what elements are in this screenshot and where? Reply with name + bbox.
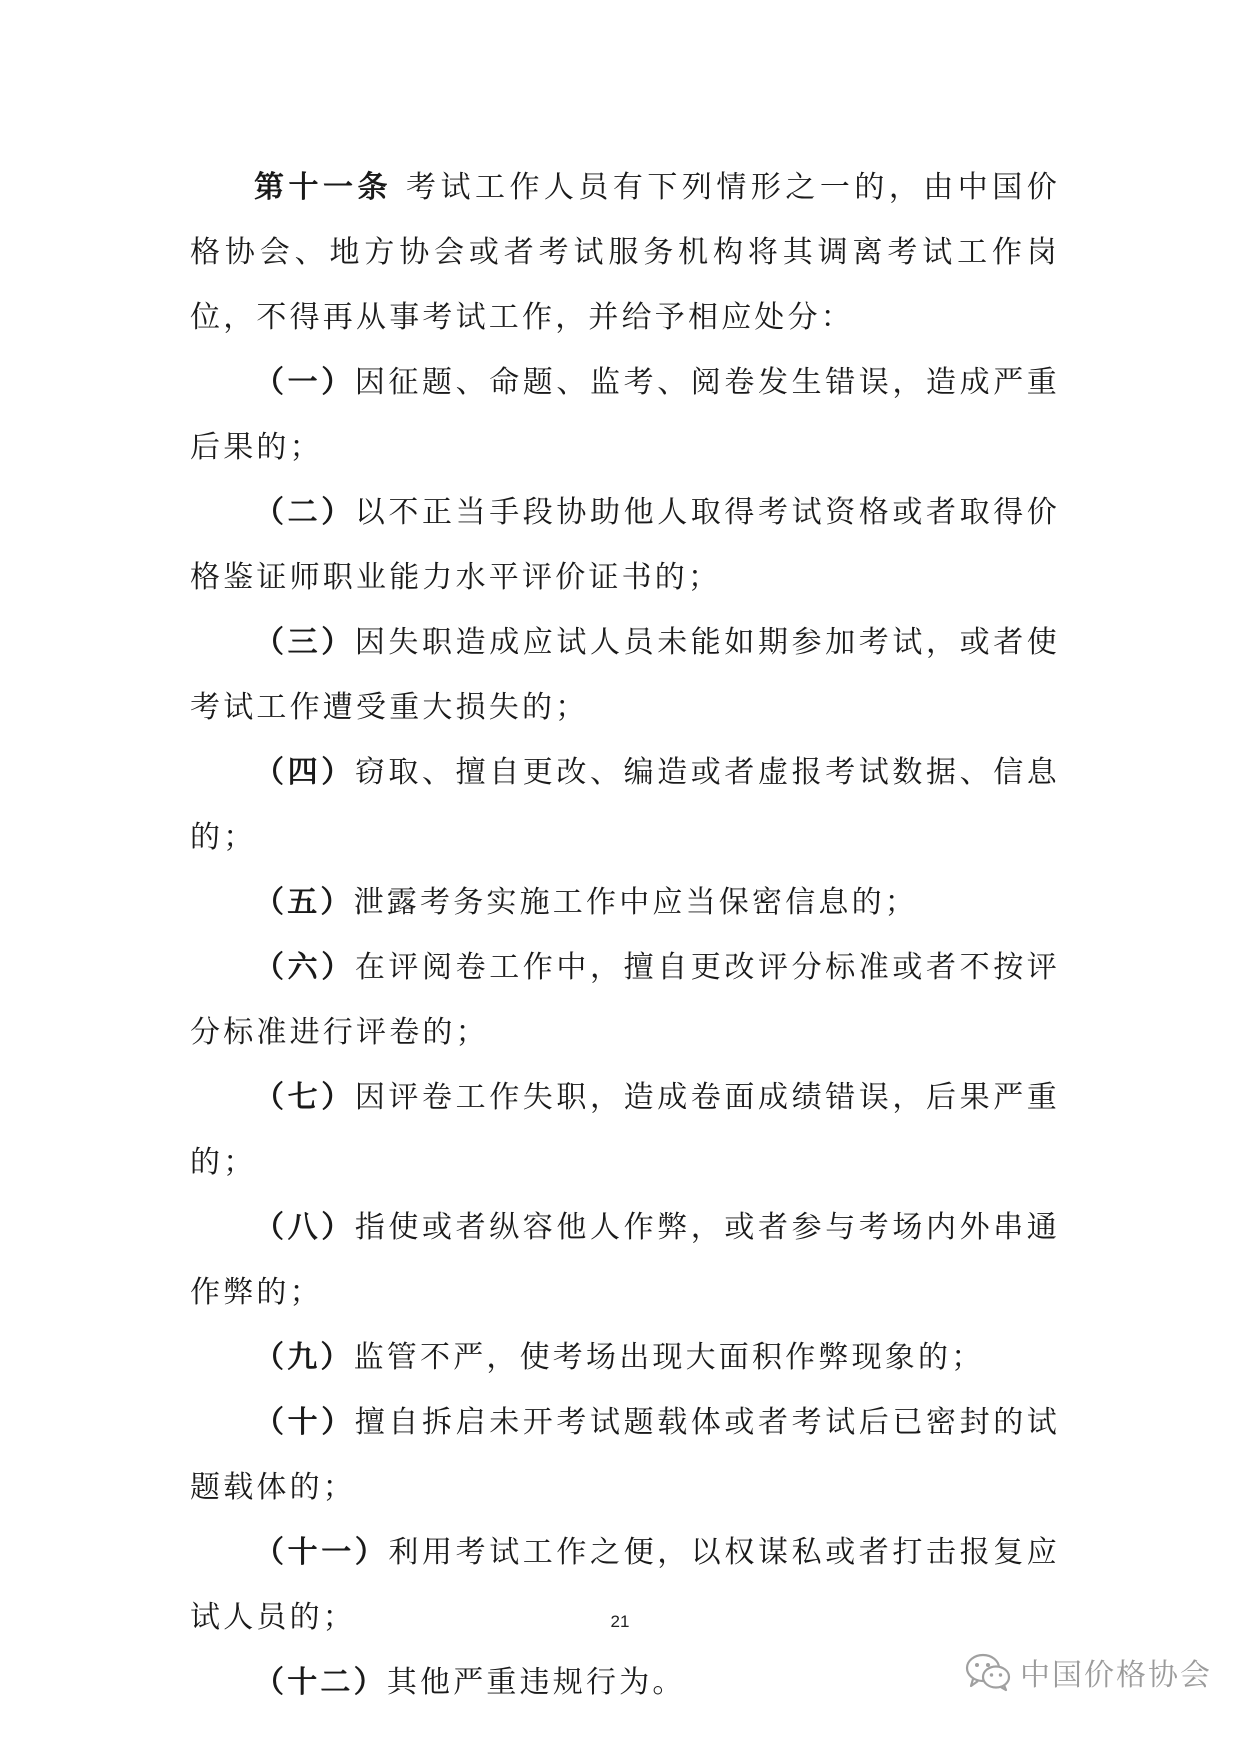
- item-number: （七）: [254, 1080, 355, 1115]
- article-intro: 考试工作人员有下列情形之一的，由中国价格协会、地方协会或者考试服务机构将其调离考试工作岗位，不得再从事考试工作，并给予相应处分：: [190, 170, 1060, 335]
- item-number: （四）: [254, 755, 355, 790]
- item-number: （六）: [254, 950, 355, 985]
- item-number: （五）: [254, 885, 354, 920]
- article-number: 第十一条: [254, 170, 392, 205]
- article-paragraph: [190, 155, 1060, 350]
- item-text: 利用考试工作之便，以权谋私或者打击报复应试人员的；: [190, 1535, 1060, 1635]
- page-number: 21: [610, 1612, 630, 1631]
- list-item: [190, 935, 1060, 1065]
- item-text: 在评阅卷工作中，擅自更改评分标准或者不按评分标准进行评卷的；: [190, 950, 1061, 1050]
- item-text: 其他严重违规行为。: [386, 1665, 686, 1700]
- list-item: [190, 350, 1060, 480]
- list-item: [190, 1650, 1060, 1715]
- wechat-icon: [964, 1652, 1012, 1692]
- item-number: （二）: [254, 495, 355, 530]
- item-text: 泄露考务实施工作中应当保密信息的；: [353, 885, 919, 920]
- list-item: [190, 1065, 1060, 1195]
- list-item: [190, 740, 1060, 870]
- list-item: [190, 1390, 1060, 1520]
- item-text: 因失职造成应试人员未能如期参加考试，或者使考试工作遭受重大损失的；: [190, 625, 1061, 725]
- item-number: （一）: [254, 365, 355, 400]
- list-item: [190, 1325, 1060, 1390]
- item-number: （十二）: [254, 1665, 387, 1700]
- item-text: 因评卷工作失职，造成卷面成绩错误，后果严重的；: [190, 1080, 1061, 1180]
- item-text: 因征题、命题、监考、阅卷发生错误，造成严重后果的；: [190, 365, 1061, 465]
- item-number: （九）: [254, 1340, 354, 1375]
- list-item: [190, 1195, 1060, 1325]
- item-text: 窃取、擅自更改、编造或者虚报考试数据、信息的；: [190, 755, 1061, 855]
- item-number: （三）: [254, 625, 355, 660]
- item-text: 监管不严，使考场出现大面积作弊现象的；: [353, 1340, 985, 1375]
- item-text: 擅自拆启未开考试题载体或者考试后已密封的试题载体的；: [190, 1405, 1061, 1505]
- item-number: （十）: [254, 1405, 355, 1440]
- list-item: [190, 610, 1060, 740]
- document-body: [190, 155, 1060, 1715]
- item-text: 指使或者纵容他人作弊，或者参与考场内外串通作弊的；: [190, 1210, 1061, 1310]
- list-item: [190, 480, 1060, 610]
- watermark: [964, 1650, 1212, 1694]
- item-number: （十一）: [254, 1535, 389, 1570]
- item-number: （八）: [254, 1210, 355, 1245]
- list-item: [190, 870, 1060, 935]
- item-text: 以不正当手段协助他人取得考试资格或者取得价格鉴证师职业能力水平评价证书的；: [190, 495, 1061, 595]
- watermark-text: 中国价格协会: [1020, 1658, 1212, 1693]
